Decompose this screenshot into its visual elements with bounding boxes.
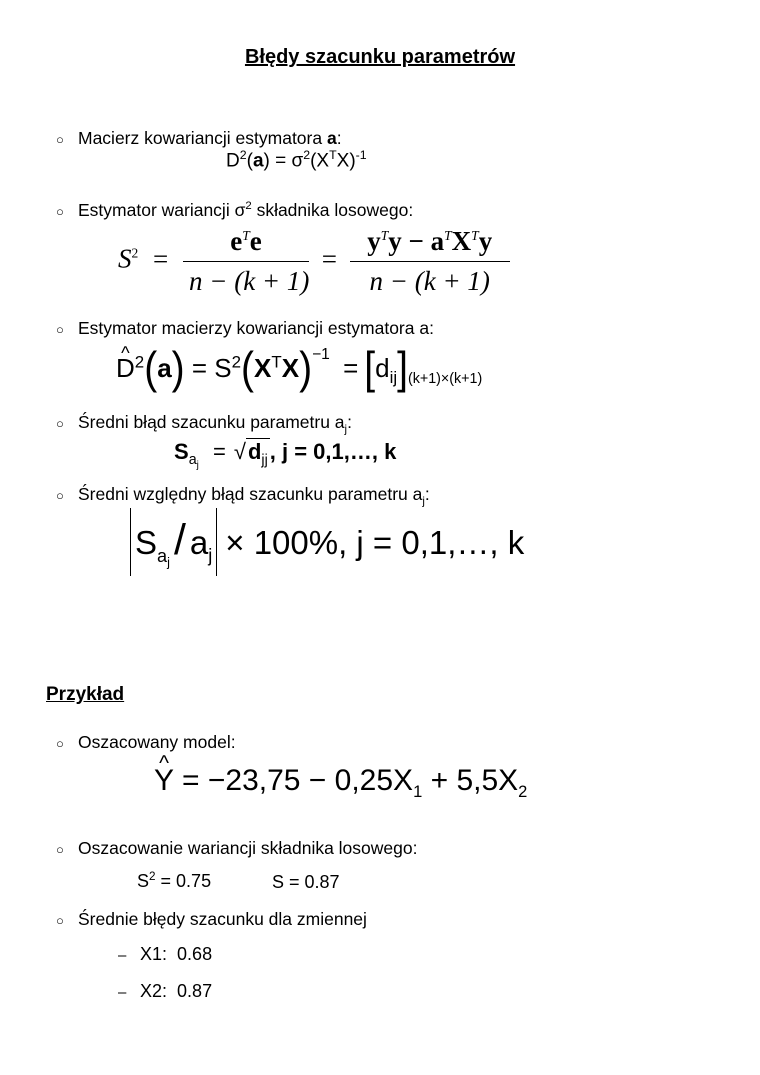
list-item: – X2: 0.87 [118,981,213,1001]
circle-bullet-icon: ○ [56,322,64,337]
formula-covariance: $D^2(a) = \sigma^2(X^TX)^{-1}$ [226,148,367,172]
circle-bullet-icon: ○ [56,132,64,147]
formula-s-squared: $S^2$ = $\frac{e^Te}{n - (k + 1)}$ = $\frac{y^Ty - a^TX^Ty}{n - (k + 1)}$ [118,226,510,297]
absolute-value-bars: $S_{a_j}/$ $a_j$ [130,508,217,576]
circle-bullet-icon: ○ [56,488,64,503]
list-item: – X1: 0.68 [118,944,213,964]
formula-model: ^ $Y = -23,75 - 0,25X_1 + 5,5X_2$ [154,764,527,802]
dash-bullet-icon: – [118,947,127,964]
circle-bullet-icon: ○ [56,416,64,431]
s-value: S = 0.87 [272,872,340,892]
circle-bullet-icon: ○ [56,913,64,928]
page-title: Błędy szacunku parametrów [244,46,516,68]
example-heading: Przykład [46,684,125,705]
circle-bullet-icon: ○ [56,736,64,751]
fraction-ete: $\frac{e^Te}{n - (k + 1)}$ [183,226,309,297]
circle-bullet-icon: ○ [56,842,64,857]
bullet-relative-error: ○ Średni względny błąd szacunku parametru $a_j$: [56,484,430,508]
formula-sa: $S_{a_j} = √d_{jj}$, j = 0,1,…, k [174,439,397,472]
formula-relative-error: $S_{a_j}/$ $a_j \times 100\%$, j = 0,1,…, k [130,508,524,576]
bullet-covariance-matrix: ○ Macierz kowariancji estymatora a: [56,128,342,148]
bullet-variance-estimate: ○ Oszacowanie wariancji składnika losowego: [56,838,418,858]
circle-bullet-icon: ○ [56,204,64,219]
fraction-yty: $\frac{y^Ty - a^TX^Ty}{n - (k + 1)}$ [350,226,510,297]
bullet-variance-estimator: ○ Estymator wariancji $\sigma^2$ składnika losowego: [56,200,414,220]
dash-bullet-icon: – [118,984,127,1001]
variance-values: $S^2 = 0.75$ [137,870,212,891]
bullet-mean-errors-variable: ○ Średnie błędy szacunku dla zmiennej [56,909,367,929]
formula-d-hat: ^ $D^2(a) = S^2(X^TX)^{-1} = [d_{ij}]_{(k+1)\times(k+1)}$ [116,346,482,391]
bullet-covariance-estimator: ○ Estymator macierzy kowariancji estymatora a: [56,318,434,338]
bullet-mean-error: ○ Średni błąd szacunku parametru $a_j$: [56,412,352,436]
bullet-estimated-model: ○ Oszacowany model: [56,732,236,752]
sqrt-symbol: $√d_{jj}$ [233,439,268,469]
